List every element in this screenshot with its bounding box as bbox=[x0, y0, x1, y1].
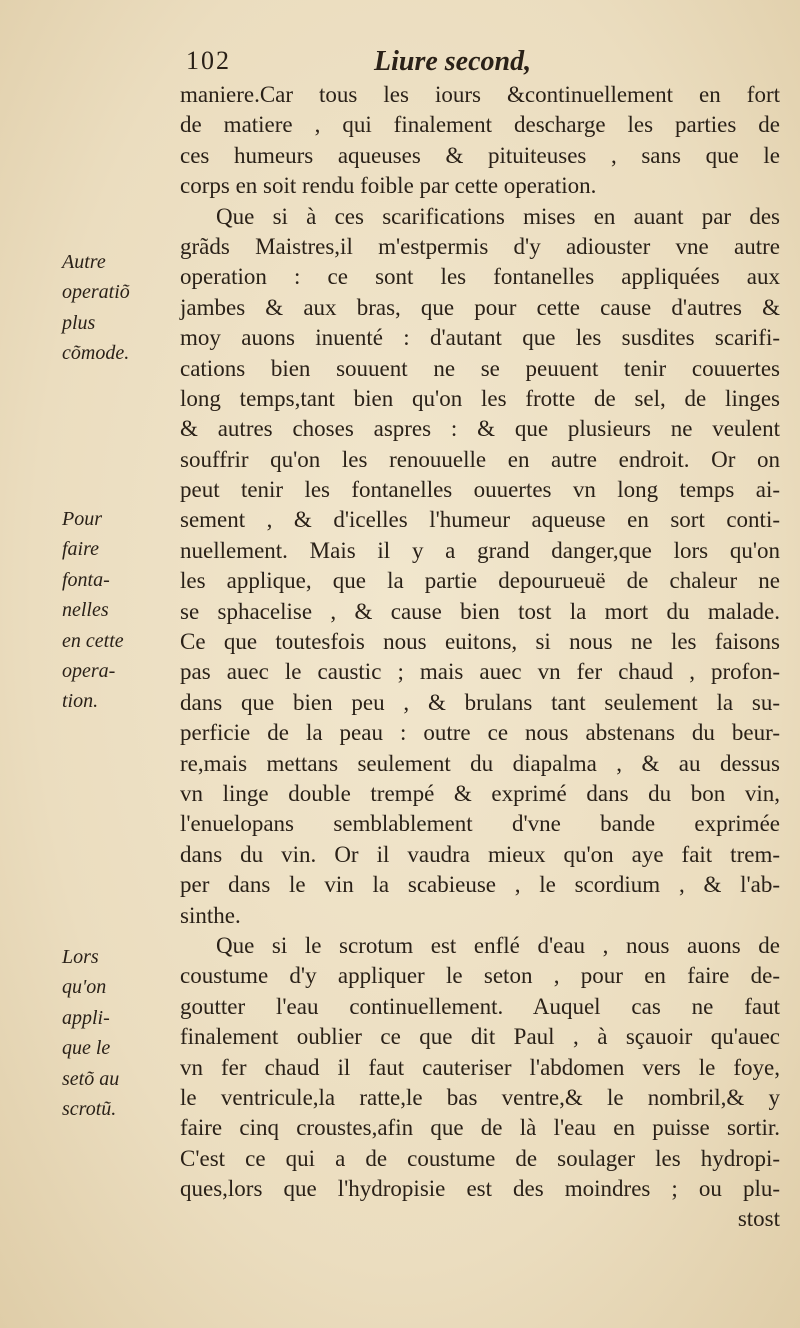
margin-note-line: plus bbox=[62, 311, 96, 334]
text-line: ces humeurs aqueuses & pituiteuses , sans que le bbox=[180, 142, 780, 168]
margin-note-line: Autre bbox=[62, 251, 106, 273]
text-line: souffrir qu'on les renouuelle en autre endroit. Or on bbox=[180, 446, 780, 472]
text-line: jambes & aux bras, que pour cette cause d'autres & bbox=[180, 294, 780, 320]
text-line: nuellement. Mais il y a grand danger,que lors qu'on bbox=[180, 537, 780, 563]
text-line: maniere.Car tous les iours &continuellement en fort bbox=[180, 82, 780, 107]
text-line: sinthe. bbox=[180, 902, 241, 928]
margin-note-line: scrotũ. bbox=[62, 1097, 117, 1120]
margin-note-line: cõmode. bbox=[62, 342, 130, 365]
body-text bbox=[180, 80, 780, 1235]
page-number: 102 bbox=[186, 46, 231, 75]
margin-note-line: opera- bbox=[62, 659, 116, 682]
margin-note-line: Lors bbox=[62, 946, 99, 968]
margin-note-line: en cette bbox=[62, 629, 124, 652]
text-line: se sphacelise , & cause bien tost la mort du malade. bbox=[180, 598, 780, 624]
text-line: grãds Maistres,il m'estpermis d'y adiouster vne autre bbox=[180, 233, 780, 259]
margin-note-lors-quon-applique bbox=[62, 942, 174, 1124]
text-line: perficie de la peau : outre ce nous abstenans du beur- bbox=[180, 720, 780, 746]
text-line: goutter l'eau continuellement. Auquel cas ne faut bbox=[180, 993, 780, 1019]
text-line: stost bbox=[737, 1206, 780, 1232]
margin-note-line: appli- bbox=[62, 1006, 110, 1029]
text-line: Que si le scrotum est enflé d'eau , nous auons de bbox=[216, 932, 780, 958]
text-line: Ce que toutesfois nous euitons, si nous ne les faisons bbox=[180, 629, 780, 655]
text-line: C'est ce qui a de coustume de soulager les hydropi- bbox=[180, 1145, 780, 1171]
text-line: pas auec le caustic ; mais auec vn fer chaud , profon- bbox=[180, 659, 780, 685]
text-line: finalement oublier ce que dit Paul , à sçauoir qu'auec bbox=[180, 1024, 780, 1050]
text-line: dans du vin. Or il vaudra mieux qu'on aye fait trem- bbox=[180, 841, 780, 867]
margin-note-autre-operation bbox=[62, 247, 174, 369]
margin-note-line: qu'on bbox=[62, 976, 107, 999]
margin-note-line: fonta- bbox=[62, 568, 110, 591]
text-line: operation : ce sont les fontanelles appliquées aux bbox=[180, 264, 780, 290]
margin-note-line: Pour bbox=[62, 508, 102, 530]
text-line: per dans le vin la scabieuse , le scordium , & l'ab- bbox=[180, 872, 780, 898]
margin-note-line: que le bbox=[62, 1037, 111, 1060]
text-line: ques,lors que l'hydropisie est des moindres ; ou plu- bbox=[180, 1176, 780, 1202]
margin-note-line: setõ au bbox=[62, 1067, 120, 1090]
margin-note-pour-faire-fontanelles bbox=[62, 504, 174, 717]
text-line: faire cinq croustes,afin que de là l'eau en puisse sortir. bbox=[180, 1115, 780, 1141]
text-line: & autres choses aspres : & que plusieurs ne veulent bbox=[180, 416, 780, 442]
text-line: vn linge double trempé & exprimé dans du bon vin, bbox=[180, 780, 780, 806]
running-title: Liure second, bbox=[374, 46, 532, 77]
text-line: re,mais mettans seulement du diapalma , & au dessus bbox=[180, 750, 780, 776]
text-line: peut tenir les fontanelles ouuertes vn long temps ai- bbox=[180, 477, 780, 503]
text-line: l'enuelopans semblablement d'vne bande exprimée bbox=[180, 811, 780, 837]
text-line: sement , & d'icelles l'humeur aqueuse en sort conti- bbox=[180, 507, 780, 533]
text-line: moy auons inuenté : d'autant que les susdites scarifi- bbox=[180, 325, 780, 351]
text-line: corps en soit rendu foible par cette operation. bbox=[180, 173, 597, 199]
margin-note-line: faire bbox=[62, 538, 100, 561]
margin-note-line: tion. bbox=[62, 690, 99, 713]
text-line: vn fer chaud il faut cauteriser l'abdomen vers le foye, bbox=[180, 1054, 780, 1080]
text-line: le ventricule,la ratte,le bas ventre,& le nombril,& y bbox=[180, 1084, 780, 1110]
text-line: dans que bien peu , & brulans tant seulement la su- bbox=[180, 689, 780, 715]
text-line: cations bien souuent ne se peuuent tenir couuertes bbox=[180, 355, 780, 381]
margin-note-line: nelles bbox=[62, 599, 109, 622]
text-line: long temps,tant bien qu'on les frotte de sel, de linges bbox=[180, 385, 780, 411]
text-line: les applique, que la partie depourueuë de chaleur ne bbox=[180, 568, 780, 594]
text-line: de matiere , qui finalement descharge les parties de bbox=[180, 112, 780, 138]
text-line: coustume d'y appliquer le seton , pour en faire de- bbox=[180, 963, 780, 989]
text-line: Que si à ces scarifications mises en auant par des bbox=[216, 203, 780, 229]
margin-note-line: operatiõ bbox=[62, 281, 130, 304]
